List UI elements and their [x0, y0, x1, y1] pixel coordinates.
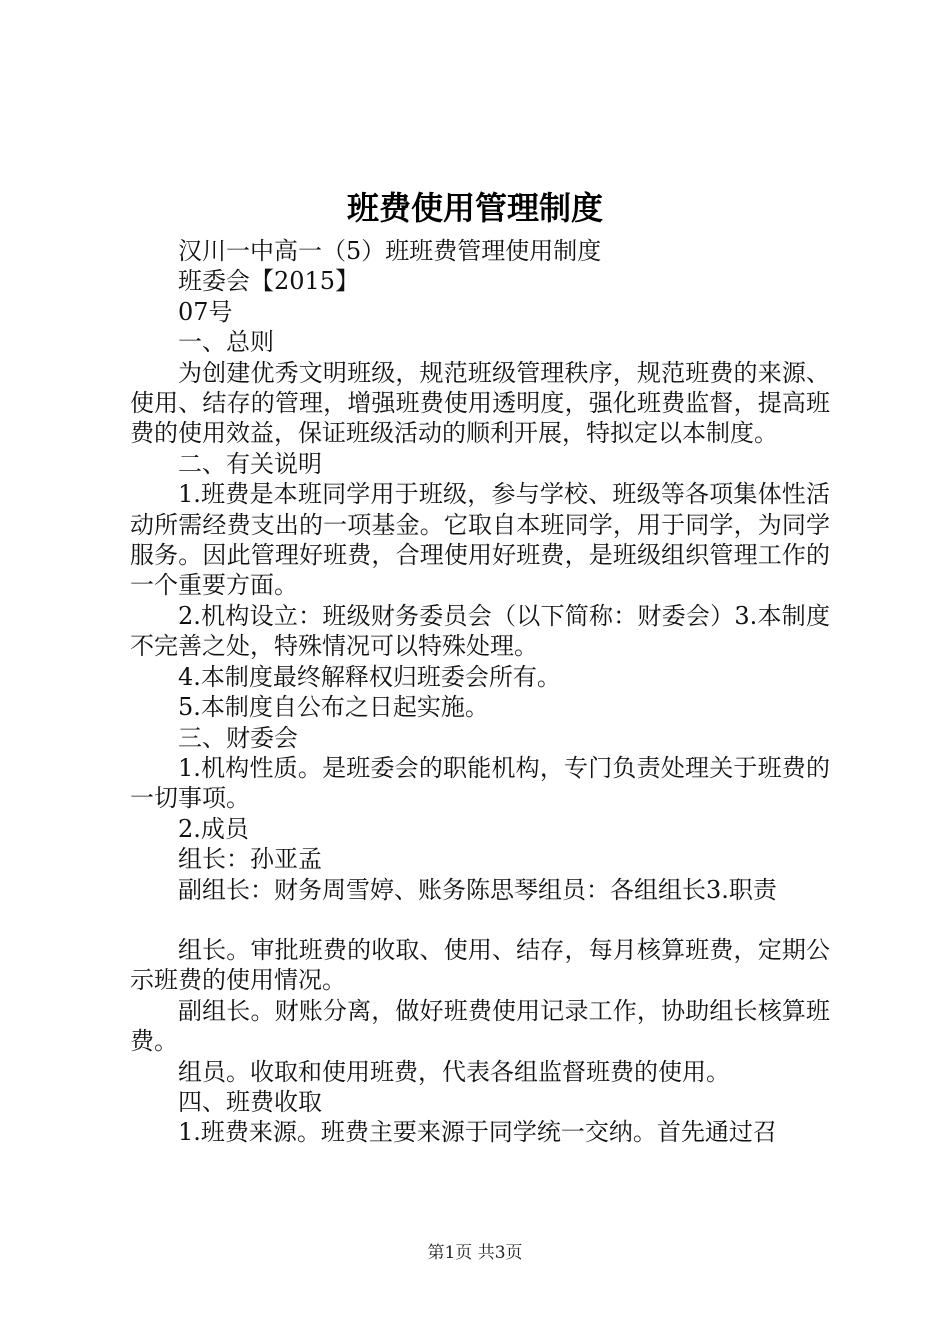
document-title: 班费使用管理制度 — [346, 189, 603, 227]
document-body — [130, 236, 830, 1148]
section-heading-notes: 二、有关说明 — [178, 449, 322, 478]
note-item-2-3: 2.机构设立：班级财务委员会（以下简称：财委会）3.本制度不完善之处，特殊情况可以特殊处理。 — [130, 601, 830, 661]
duty-deputy: 副组长。财账分离，做好班费使用记录工作，协助组长核算班费。 — [130, 996, 830, 1056]
paragraph-gap — [130, 905, 830, 935]
section-heading-committee: 三、财委会 — [178, 723, 298, 752]
issuer-line: 班委会【2015】 — [178, 267, 360, 296]
document-number: 07号 — [178, 297, 233, 326]
committee-item-2: 2.成员 — [178, 814, 249, 843]
note-item-4: 4.本制度最终解释权归班委会所有。 — [178, 662, 561, 691]
section-heading-general: 一、总则 — [178, 328, 274, 357]
section-heading-collection: 四、班费收取 — [178, 1087, 322, 1116]
collection-item-1: 1.班费来源。班费主要来源于同学统一交纳。首先通过召 — [178, 1118, 777, 1147]
page-footer: 第1页 共3页 — [427, 1243, 523, 1263]
committee-deputies: 副组长：财务周雪婷、账务陈思琴组员：各组组长3.职责 — [178, 875, 777, 904]
duty-member: 组员。收取和使用班费，代表各组监督班费的使用。 — [178, 1057, 730, 1086]
committee-leader: 组长：孙亚孟 — [178, 845, 322, 874]
note-item-1: 1.班费是本班同学用于班级，参与学校、班级等各项集体性活动所需经费支出的一项基金。它取自本班同学，用于同学，为同学服务。因此管理好班费，合理使用好班费，是班级组织管理工作的一个重要方面。 — [130, 480, 830, 600]
committee-item-1: 1.机构性质。是班委会的职能机构，专门负责处理关于班费的一切事项。 — [130, 753, 830, 813]
class-regulation-heading: 汉川一中高一（5）班班费管理使用制度 — [178, 237, 602, 265]
general-paragraph: 为创建优秀文明班级，规范班级管理秩序，规范班费的来源、使用、结存的管理，增强班费使用透明度，强化班费监督，提高班费的使用效益，保证班级活动的顺利开展，特拟定以本制度。 — [130, 358, 830, 448]
duty-leader: 组长。审批班费的收取、使用、结存，每月核算班费，定期公示班费的使用情况。 — [130, 935, 830, 995]
note-item-5: 5.本制度自公布之日起实施。 — [178, 693, 489, 722]
